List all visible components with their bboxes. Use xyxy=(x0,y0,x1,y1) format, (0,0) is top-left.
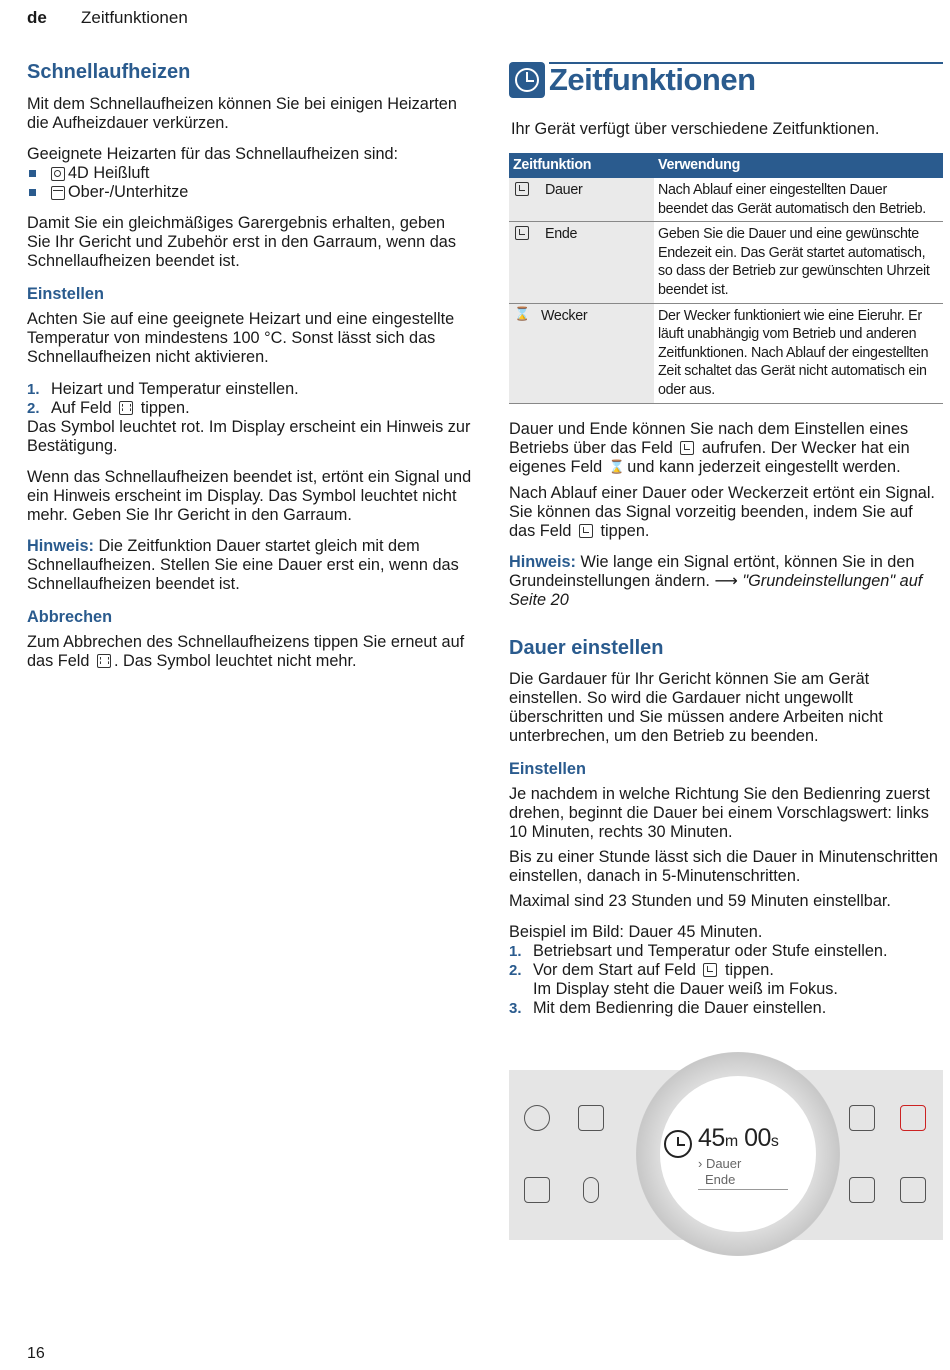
chapter-intro: Ihr Gerät verfügt über verschiedene Zeitfunktionen. xyxy=(511,120,880,138)
step-item xyxy=(27,380,472,399)
table-cell-function xyxy=(509,178,654,222)
step-text: Heizart und Temperatur einstellen. xyxy=(51,380,299,398)
menu-item-ende[interactable]: Ende xyxy=(705,1172,736,1187)
table-header-row xyxy=(509,153,943,178)
schnell-intro: Mit dem Schnellaufheizen können Sie bei einigen Heizarten die Aufheizdauer verkürzen. xyxy=(27,95,457,132)
step-text: Vor dem Start auf Feld xyxy=(533,961,696,979)
time-functions-table xyxy=(509,153,943,404)
cutlery-icon[interactable] xyxy=(849,1105,875,1131)
step-text: Auf Feld xyxy=(51,399,112,417)
rapid-heat-icon[interactable] xyxy=(900,1177,926,1203)
clock-icon xyxy=(515,226,529,240)
hourglass-icon xyxy=(610,460,620,474)
text-span: Nach Ablauf einer Dauer oder Weckerzeit ertönt ein Signal. Sie können das Signal vorzeitig beenden, indem Sie auf das Feld xyxy=(509,484,935,540)
duration-display xyxy=(698,1124,778,1153)
text-span: aufrufen. Der Wecker hat ein eigenes Feld xyxy=(509,439,910,476)
table-row xyxy=(509,303,943,403)
weight-icon[interactable] xyxy=(849,1177,875,1203)
bullet-square-icon xyxy=(29,170,36,177)
clock-chapter-icon xyxy=(509,62,545,98)
duration-minutes: 45 xyxy=(698,1124,725,1152)
section-title-schnellaufheizen: Schnellaufheizen xyxy=(27,61,191,83)
step-number: 3. xyxy=(509,1000,522,1017)
hint-label: Hinweis: xyxy=(509,553,576,571)
grill-mode-icon[interactable] xyxy=(578,1105,604,1131)
step-result-text: Im Display steht die Dauer weiß im Fokus. xyxy=(533,980,838,998)
einstellen-p1: Je nachdem in welche Richtung Sie den Bedienring zuerst drehen, beginnt die Dauer bei einem Vorschlagswert: links 10 Minuten, rechts 30 Minuten. xyxy=(509,785,930,841)
text-span: Dauer und Ende können Sie nach dem Einstellen eines Betriebs über das Feld xyxy=(509,420,909,457)
bullet-text: 4D Heißluft xyxy=(68,164,150,182)
step-result-text: Das Symbol leuchtet rot. Im Display erscheint ein Hinweis zur Bestätigung. xyxy=(27,418,471,455)
display-divider xyxy=(698,1189,788,1190)
table-header-cell: Zeitfunktion xyxy=(509,153,654,178)
chapter-title: Zeitfunktionen xyxy=(549,62,756,97)
menu-item-dauer[interactable]: › Dauer xyxy=(698,1156,742,1171)
clock-icon xyxy=(703,963,717,977)
display-menu xyxy=(698,1156,741,1188)
table-cell-use: Der Wecker funktioniert wie eine Eieruhr. Er läuft unabhängig vom Betrieb und anderen Zeitfunktionen. Nach Ablauf der eingestellten Zeit schaltet das Gerät nicht automatisch ein oder aus. xyxy=(654,303,943,403)
top-bottom-heat-icon[interactable] xyxy=(524,1177,550,1203)
step-item xyxy=(27,399,472,418)
subheading-einstellen: Einstellen xyxy=(27,285,104,303)
clock-icon xyxy=(664,1130,692,1158)
step-number: 1. xyxy=(27,381,40,398)
thermometer-icon[interactable] xyxy=(583,1177,599,1203)
einstellen-p3: Maximal sind 23 Stunden und 59 Minuten einstellbar. xyxy=(509,892,891,910)
text-span: tippen. xyxy=(595,522,650,540)
abbrechen-text-a: Zum Abbrechen des Schnellaufheizens tippen Sie erneut auf das Feld xyxy=(27,633,465,670)
step-item xyxy=(509,961,943,999)
table-row xyxy=(509,178,943,222)
hint-text: Wie lange ein Signal ertönt, können Sie in den Grundeinstellungen ändern. xyxy=(509,553,915,590)
fan-icon xyxy=(51,167,65,181)
function-name: Ende xyxy=(545,226,578,243)
bullet-item xyxy=(27,183,472,202)
einstellen-p2: Bis zu einer Stunde lässt sich die Dauer in Minutenschritten einstellen, danach in 5-Minutenschritten. xyxy=(509,848,938,885)
step-item xyxy=(509,999,943,1018)
subheading-einstellen: Einstellen xyxy=(509,760,586,778)
dauer-intro: Die Gardauer für Ihr Gericht können Sie am Gerät einstellen. So wird die Gardauer nicht ungewollt überschritten und Sie müssen andere Arbeiten nicht unterbrechen, um den Betrieb zu beenden. xyxy=(509,670,883,745)
timer-clock-icon[interactable] xyxy=(900,1105,926,1131)
table-row xyxy=(509,222,943,303)
function-name: Dauer xyxy=(545,182,583,198)
signal-paragraph xyxy=(509,484,943,541)
step-text: Betriebsart und Temperatur oder Stufe einstellen. xyxy=(533,942,888,960)
step-text: tippen. xyxy=(720,961,774,979)
step-item xyxy=(509,942,943,961)
example-text: Beispiel im Bild: Dauer 45 Minuten. xyxy=(509,923,763,941)
step-text: Mit dem Bedienring die Dauer einstellen. xyxy=(533,999,827,1017)
abbrechen-text xyxy=(27,633,472,671)
text-span: und kann jederzeit eingestellt werden. xyxy=(622,458,901,476)
step-list xyxy=(27,380,472,418)
rapid-heat-icon xyxy=(119,401,133,415)
step-list xyxy=(509,942,943,1018)
even-result-text: Damit Sie ein gleichmäßiges Garergebnis erhalten, geben Sie Ihr Gericht und Zubehör erst in den Garraum, wenn das Schnellaufheizen beendet ist. xyxy=(27,214,456,270)
subheading-abbrechen: Abbrechen xyxy=(27,608,113,626)
table-cell-use: Nach Ablauf einer eingestellten Dauer beendet das Gerät automatisch den Betrieb. xyxy=(654,178,943,222)
bullet-square-icon xyxy=(29,189,36,196)
unit-m: m xyxy=(724,1133,738,1150)
step-number: 2. xyxy=(509,962,522,979)
einstellen-text: Achten Sie auf eine geeignete Heizart und eine eingestellte Temperatur von mindestens 100 °C. Sonst lässt sich das Schnellaufheizen nicht aktivieren. xyxy=(27,310,455,366)
fan-mode-icon[interactable] xyxy=(524,1105,550,1131)
section-title-dauer: Dauer einstellen xyxy=(509,637,664,659)
unit-s: s xyxy=(770,1133,779,1150)
right-column-text xyxy=(509,420,943,1030)
step-text: tippen. xyxy=(140,399,190,417)
fields-paragraph xyxy=(509,420,943,477)
clock-icon xyxy=(579,524,593,538)
hourglass-icon xyxy=(515,308,525,322)
hint-text: Die Zeitfunktion Dauer startet gleich mit dem Schnellaufheizen. Stellen Sie eine Dauer erst ein, wenn das Schnellaufheizen beendet ist. xyxy=(27,537,459,593)
abbrechen-text-b: . Das Symbol leuchtet nicht mehr. xyxy=(113,652,357,670)
top-bottom-heat-icon xyxy=(51,186,65,200)
bullet-text: Ober-/Unterhitze xyxy=(68,183,189,201)
suitable-intro: Geeignete Heizarten für das Schnellaufheizen sind: xyxy=(27,145,399,163)
clock-icon xyxy=(515,182,529,196)
running-header: Zeitfunktionen xyxy=(81,8,188,27)
finished-text: Wenn das Schnellaufheizen beendet ist, ertönt ein Signal und ein Hinweis erscheint im Display. Das Symbol leuchtet nicht mehr. Geben Sie Ihr Gericht in den Garraum. xyxy=(27,468,472,524)
rapid-heat-icon xyxy=(97,654,111,668)
hint-label: Hinweis: xyxy=(27,537,94,555)
left-column xyxy=(27,60,472,683)
bullet-item xyxy=(27,164,472,183)
hint-paragraph xyxy=(509,553,943,610)
arrow-icon: ⟶ xyxy=(714,572,738,590)
chapter-heading xyxy=(509,62,943,102)
page-number: 16 xyxy=(27,1345,45,1362)
hint-paragraph xyxy=(27,537,472,594)
language-code: de xyxy=(27,8,47,27)
table-cell-use: Geben Sie die Dauer und eine gewünschte Endezeit ein. Das Gerät startet automatisch, so dass der Betrieb zur gewünschten Uhrzeit beendet ist. xyxy=(654,222,943,303)
table-cell-function xyxy=(509,303,654,403)
page-reference[interactable]: "Grundeinstellungen" auf Seite 20 xyxy=(509,572,923,609)
step-number: 2. xyxy=(27,400,40,417)
table-header-cell: Verwendung xyxy=(654,153,943,178)
step-number: 1. xyxy=(509,943,522,960)
duration-seconds: 00 xyxy=(744,1124,771,1152)
table-cell-function xyxy=(509,222,654,303)
clock-icon xyxy=(680,441,694,455)
function-name: Wecker xyxy=(541,307,588,324)
